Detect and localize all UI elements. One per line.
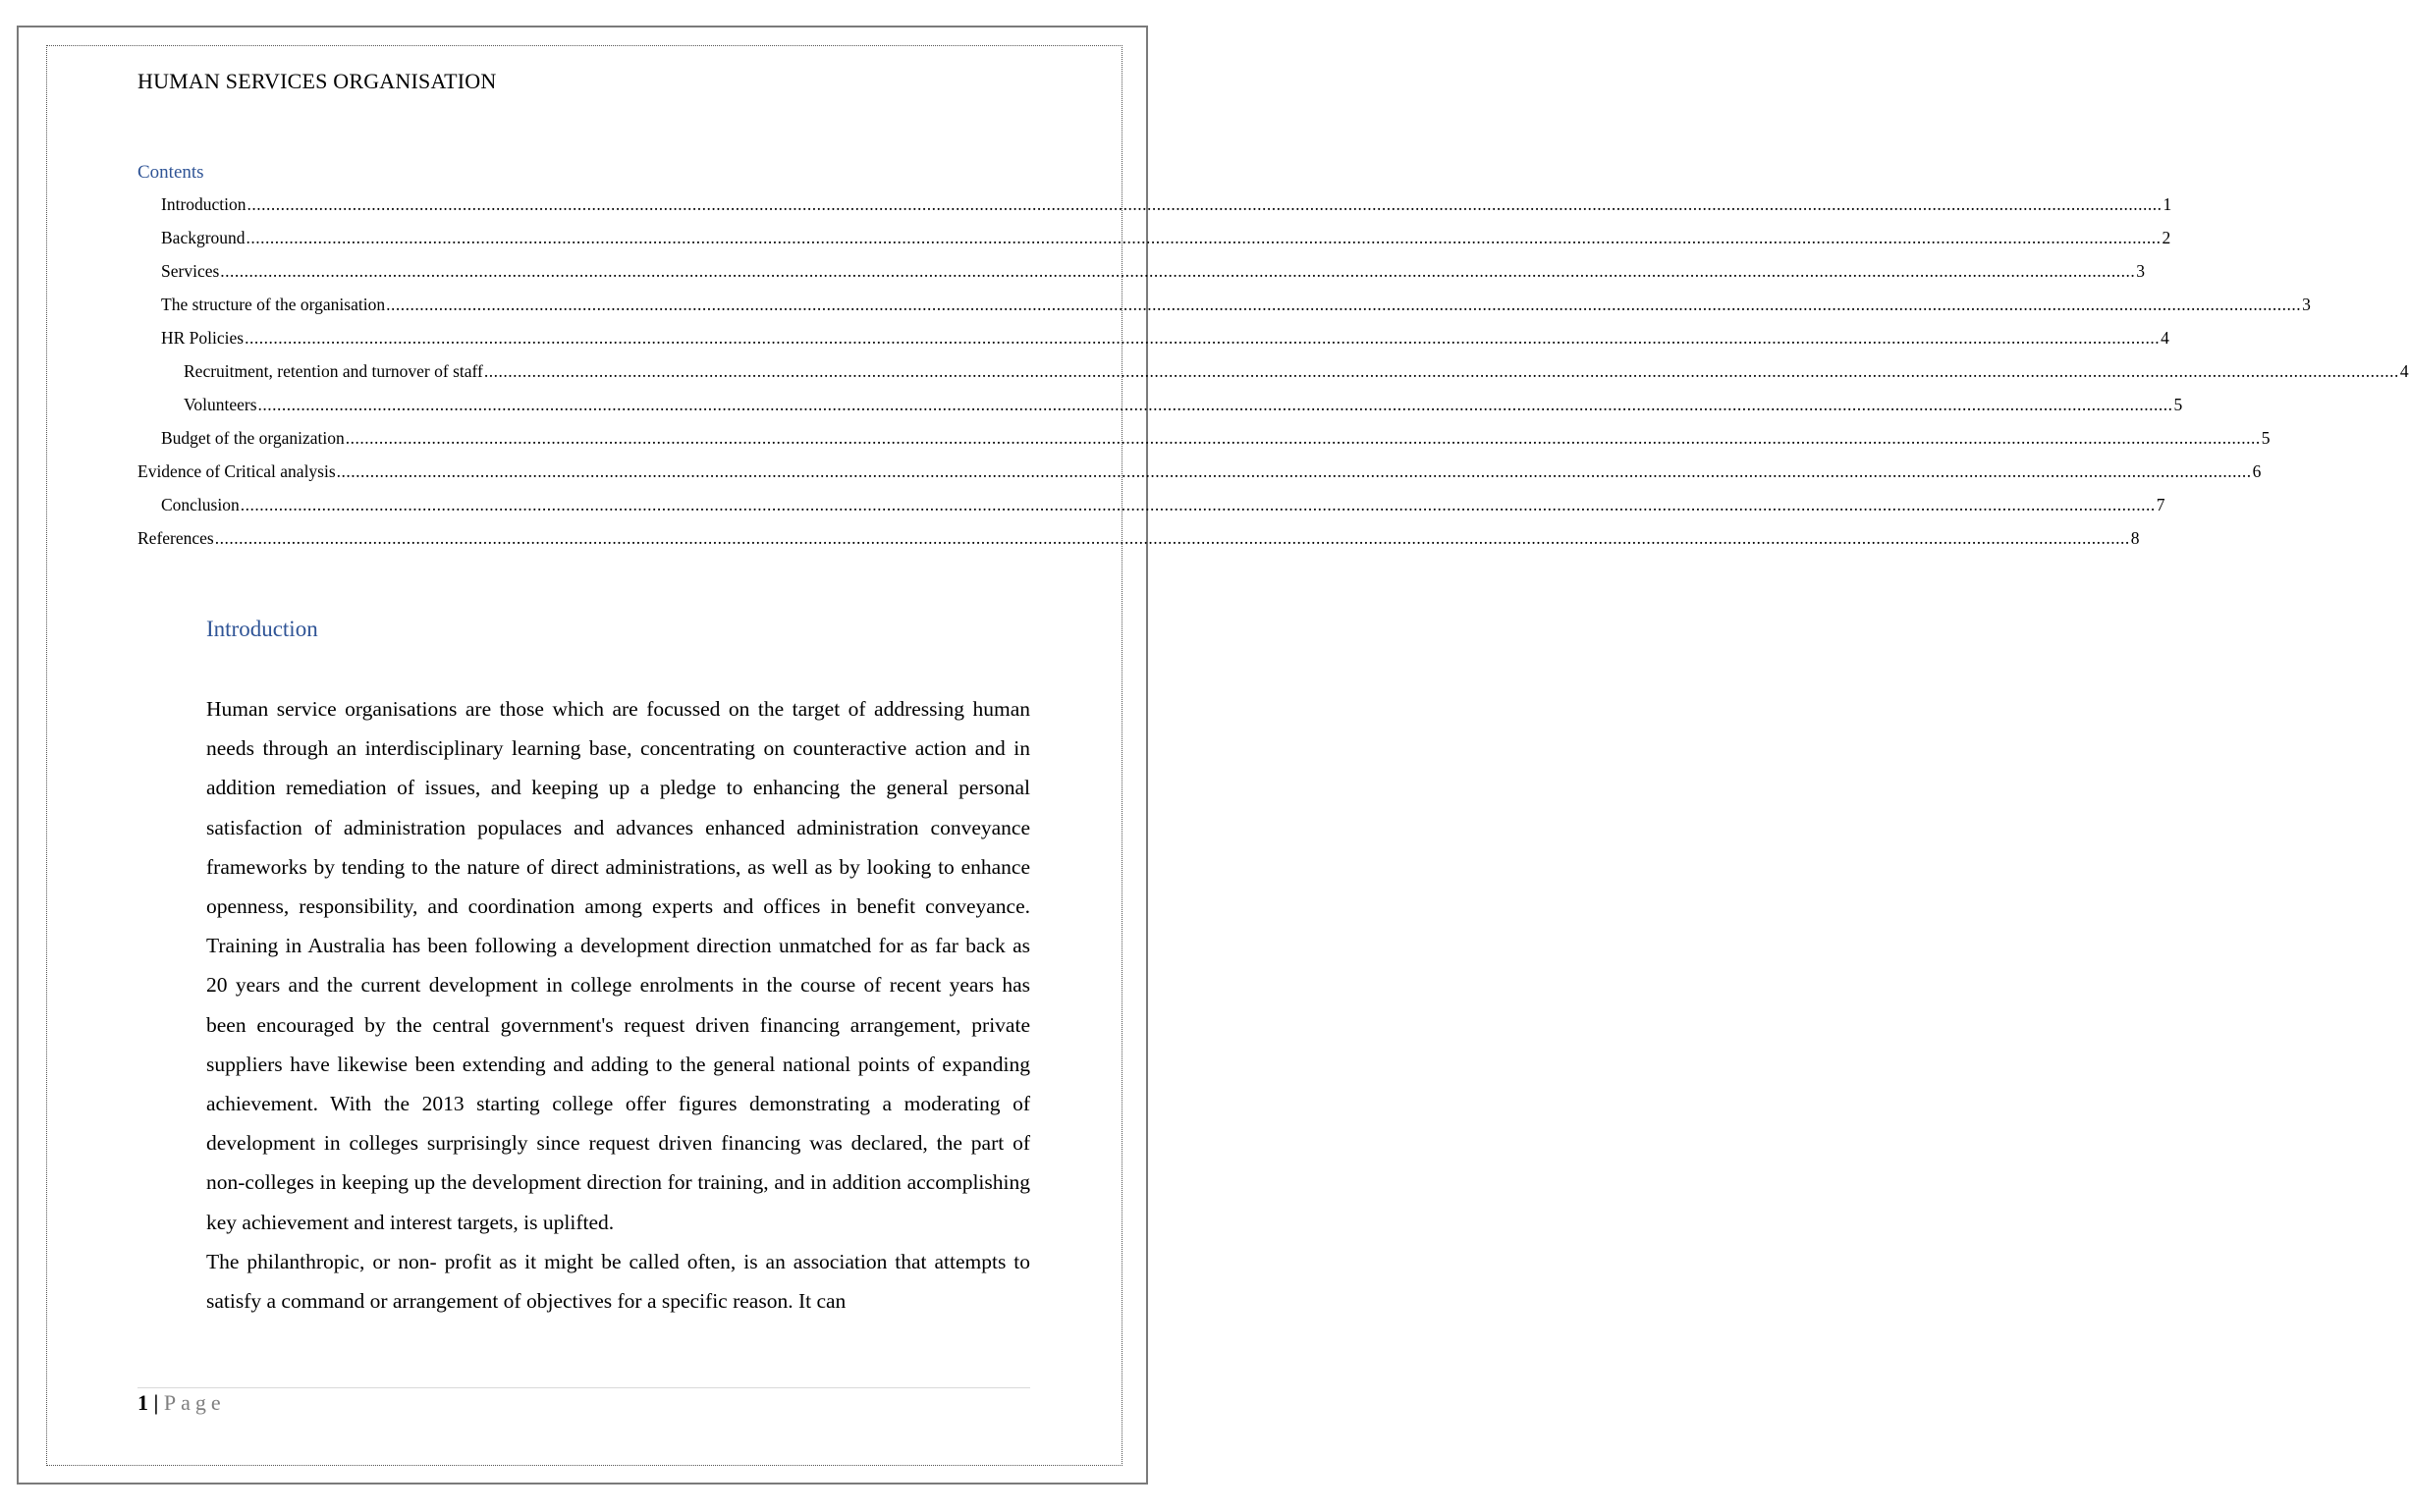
toc-entry-label: Evidence of Critical analysis [137, 461, 336, 481]
table-of-contents [137, 194, 2409, 562]
toc-leader-dots: ................................................................................................................................................................................................................................................................................................................................................................................................................ [257, 395, 2173, 414]
toc-entry-page: 6 [2252, 461, 2262, 481]
toc-entry[interactable] [137, 328, 2169, 361]
toc-entry-label: Background [161, 228, 246, 247]
toc-entry-page: 8 [2130, 528, 2140, 548]
toc-entry-label: Budget of the organization [161, 428, 345, 448]
toc-leader-dots: ................................................................................................................................................................................................................................................................................................................................................................................................................ [386, 295, 2302, 314]
toc-entry-page: 4 [2161, 328, 2169, 348]
introduction-heading: Introduction [206, 617, 318, 641]
document-header-title: HUMAN SERVICES ORGANISATION [137, 69, 497, 93]
toc-leader-dots: ................................................................................................................................................................................................................................................................................................................................................................................................................ [220, 261, 2136, 281]
toc-leader-dots: ................................................................................................................................................................................................................................................................................................................................................................................................................ [246, 194, 2163, 214]
toc-entry[interactable] [137, 361, 2409, 395]
toc-entry[interactable] [137, 395, 2183, 428]
toc-leader-dots: ................................................................................................................................................................................................................................................................................................................................................................................................................ [483, 361, 2399, 381]
footer-page-label: Page [163, 1390, 226, 1415]
toc-entry[interactable] [137, 495, 2165, 528]
toc-entry[interactable] [137, 528, 2140, 562]
toc-leader-dots: ................................................................................................................................................................................................................................................................................................................................................................................................................ [240, 495, 2156, 514]
body-paragraph: The philanthropic, or non- profit as it might be called often, is an association that attempts to satisfy a command or arrangement of objectives for a specific reason. It can [206, 1249, 1030, 1314]
toc-entry[interactable] [137, 261, 2146, 295]
toc-leader-dots: ................................................................................................................................................................................................................................................................................................................................................................................................................ [246, 228, 2162, 247]
toc-entry-label: Conclusion [161, 495, 240, 514]
footer-separator: | [153, 1390, 159, 1415]
toc-entry[interactable] [137, 295, 2311, 328]
toc-entry-label: References [137, 528, 214, 548]
toc-entry-label: Volunteers [184, 395, 257, 414]
body-paragraph: Human service organisations are those which are focussed on the target of addressing human needs through an interdisciplinary learning base, concentrating on counteractive action and in addition remediation of issues, and keeping up a pledge to enhancing the general personal satisfaction of administration populaces and advances enhanced administration conveyance frameworks by tending to the nature of direct administrations, as well as by looking to enhance openness, responsibility, and coordination among experts and offices in benefit conveyance. Training in Australia has been following a development direction unmatched for as far back as 20 years and the current development in college enrolments in the course of recent years has been encouraged by the central government's request driven financing arrangement, private suppliers have likewise been extending and adding to the general national points of expanding achievement. With the 2013 starting college offer figures demonstrating a moderating of development in colleges surprisingly since request driven financing was declared, the part of non-colleges in keeping up the development direction for training, and in addition accomplishing key achievement and interest targets, is uplifted. [206, 697, 1030, 1234]
toc-entry-page: 3 [2136, 261, 2146, 281]
toc-entry[interactable] [137, 428, 2271, 461]
introduction-body [206, 689, 1030, 1321]
toc-entry[interactable] [137, 194, 2172, 228]
toc-leader-dots: ................................................................................................................................................................................................................................................................................................................................................................................................................ [345, 428, 2261, 448]
toc-entry-label: Introduction [161, 194, 246, 214]
footer-page-number: 1 [137, 1390, 148, 1415]
toc-leader-dots: ................................................................................................................................................................................................................................................................................................................................................................................................................ [214, 528, 2130, 548]
toc-entry-label: Recruitment, retention and turnover of staff [184, 361, 483, 381]
toc-entry-page: 3 [2302, 295, 2311, 314]
toc-leader-dots: ................................................................................................................................................................................................................................................................................................................................................................................................................ [245, 328, 2161, 348]
toc-leader-dots: ................................................................................................................................................................................................................................................................................................................................................................................................................ [336, 461, 2252, 481]
footer-divider [137, 1387, 1030, 1388]
toc-entry-page: 5 [2173, 395, 2183, 414]
page-footer [137, 1390, 226, 1416]
toc-entry[interactable] [137, 228, 2171, 261]
toc-entry-page: 7 [2156, 495, 2165, 514]
toc-entry-page: 5 [2261, 428, 2271, 448]
toc-heading: Contents [137, 162, 204, 183]
toc-entry-page: 2 [2162, 228, 2171, 247]
toc-entry-label: Services [161, 261, 220, 281]
toc-entry[interactable] [137, 461, 2262, 495]
toc-entry-page: 1 [2163, 194, 2172, 214]
toc-entry-label: HR Policies [161, 328, 245, 348]
toc-entry-label: The structure of the organisation [161, 295, 386, 314]
toc-entry-page: 4 [2399, 361, 2409, 381]
